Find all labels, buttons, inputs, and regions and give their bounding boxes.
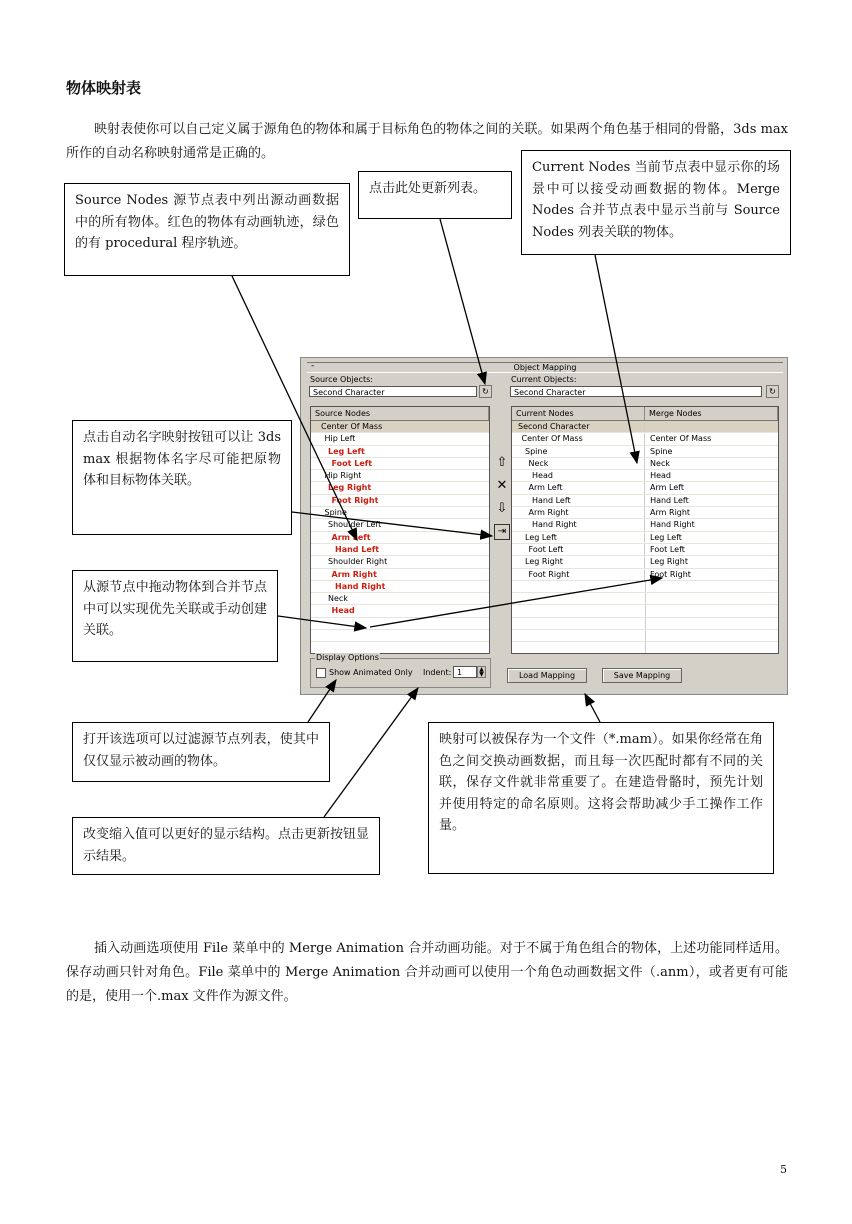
callout-indent: 改变缩入值可以更好的显示结构。点击更新按钮显示结果。 <box>72 817 380 875</box>
arrow-current-nodes <box>595 255 637 463</box>
source-node-name: Arm Left <box>331 532 371 542</box>
merge-node-name: Spine <box>650 446 673 456</box>
current-node-name: Leg Right <box>512 556 645 567</box>
arrow-filter <box>308 680 336 722</box>
source-node-name: Shoulder Left <box>328 520 382 530</box>
arrow-drag-to-merge <box>370 578 662 627</box>
source-node-name: Neck <box>328 594 348 604</box>
merge-node-name: Leg Left <box>650 532 682 542</box>
current-node-name: Arm Left <box>512 482 645 493</box>
source-node-name: Leg Right <box>328 483 372 493</box>
merge-node-name: Arm Right <box>650 508 691 518</box>
current-node-name: Spine <box>512 446 645 457</box>
arrow-drag <box>278 616 366 628</box>
outro-paragraph: 插入动画选项使用 File 菜单中的 Merge Animation 合并动画功能。对于不属于角色组合的物体，上述功能同样适用。保存动画只针对角色。File 菜单中的 Merge Animation 合并动画可以使用一个角色动画数据文件（.anm），或者更有可能的是，使用一个.max 文件作为源文件。 <box>66 941 788 1004</box>
current-nodes-column[interactable]: Current Nodes <box>512 407 645 420</box>
current-objects-label: Current Objects: <box>511 375 577 384</box>
refresh-icon: ↻ <box>769 387 776 396</box>
source-objects-label: Source Objects: <box>310 375 373 384</box>
current-node-name: Hand Left <box>512 495 645 506</box>
move-down-icon[interactable]: ⇩ <box>496 501 508 516</box>
merge-node-name: Head <box>650 471 671 481</box>
source-nodes-column[interactable]: Source Nodes <box>311 407 489 420</box>
current-objects-field[interactable]: Second Character <box>510 386 762 397</box>
delete-mapping-icon[interactable]: ✕ <box>496 478 508 493</box>
current-node-name: Foot Left <box>512 544 645 555</box>
merge-nodes-column[interactable]: Merge Nodes <box>645 407 778 420</box>
source-node-name: Leg Left <box>328 446 365 456</box>
current-node-name: Neck <box>512 458 645 469</box>
show-animated-only-label: Show Animated Only <box>329 668 413 677</box>
source-node-name: Arm Right <box>331 569 377 579</box>
source-node-name: Foot Right <box>331 495 379 505</box>
spinner-arrows-icon: ▲ ▼ <box>479 666 484 678</box>
move-up-icon[interactable]: ⇧ <box>496 455 508 470</box>
intro-paragraph: 映射表使你可以自己定义属于源角色的物体和属于目标角色的物体之间的关联。如果两个角色基于相同的骨骼，3ds max所作的自动名称映射通常是正确的。 <box>66 122 788 161</box>
source-node-name: Hip Left <box>324 434 356 444</box>
display-options-label: Display Options <box>316 653 379 662</box>
callout-drag: 从源节点中拖动物体到合并节点中可以实现优先关联或手动创建关联。 <box>72 570 278 662</box>
source-node-name: Spine <box>324 508 347 518</box>
merge-node-name: Foot Left <box>650 544 685 554</box>
current-node-name: Leg Left <box>512 532 645 543</box>
callout-filter: 打开该选项可以过滤源节点列表，使其中仅仅显示被动画的物体。 <box>72 722 330 782</box>
merge-node-name: Foot Right <box>650 569 691 579</box>
load-mapping-button[interactable]: Load Mapping <box>507 668 587 683</box>
page-title: 物体映射表 <box>66 79 142 97</box>
arrow-indent <box>324 688 418 817</box>
merge-node-name: Leg Right <box>650 557 688 567</box>
current-node-name: Foot Right <box>512 569 645 580</box>
callout-save: 映射可以被保存为一个文件（*.mam）。如果你经常在角色之间交换动画数据，而且每一次匹配时都有不同的关联，保存文件就非常重要了。在建造骨骼时，预先计划并使用特定的命名原则。这将会帮助减少手工操作工作量。 <box>428 722 774 874</box>
merge-node-name: Hand Left <box>650 495 689 505</box>
callout-auto-map: 点击自动名字映射按钮可以让 3ds max 根据物体名字尽可能把原物体和目标物体关联。 <box>72 420 292 535</box>
arrow-source-nodes <box>232 276 357 540</box>
current-node-name: Second Character <box>512 421 645 432</box>
indent-field[interactable]: 1 <box>453 666 477 678</box>
refresh-icon: ↻ <box>482 387 489 396</box>
source-objects-field[interactable]: Second Character <box>309 386 477 397</box>
page-number: 5 <box>780 1163 787 1176</box>
source-node-name: Head <box>331 606 355 616</box>
current-node-name: Center Of Mass <box>512 433 645 444</box>
merge-node-name: Neck <box>650 458 670 468</box>
source-node-name: Foot Left <box>331 458 373 468</box>
callout-source-nodes: Source Nodes 源节点表中列出源动画数据中的所有物体。红色的物体有动画轨迹，绿色的有 procedural 程序轨迹。 <box>64 183 350 276</box>
source-node-name: Shoulder Right <box>328 557 388 567</box>
source-node-name: Hand Left <box>335 544 380 554</box>
current-node-name: Arm Right <box>512 507 645 518</box>
merge-node-name: Arm Left <box>650 483 685 493</box>
current-node-name: Head <box>512 470 645 481</box>
merge-node-name: Center Of Mass <box>650 434 712 444</box>
callout-refresh: 点击此处更新列表。 <box>358 171 512 219</box>
callout-current-nodes: Current Nodes 当前节点表中显示你的场景中可以接受动画数据的物体。Merge Nodes 合并节点表中显示当前与 Source Nodes 列表关联的物体。 <box>521 150 791 255</box>
source-node-name: Hip Right <box>324 471 362 481</box>
dialog-title: Object Mapping <box>510 363 581 372</box>
collapse-button[interactable]: - <box>311 361 315 371</box>
merge-node-name: Hand Right <box>650 520 695 530</box>
save-mapping-button[interactable]: Save Mapping <box>602 668 682 683</box>
arrow-save <box>585 694 600 722</box>
current-node-name: Hand Right <box>512 519 645 530</box>
arrow-refresh <box>440 219 485 384</box>
source-node-name: Hand Right <box>335 581 386 591</box>
indent-label: Indent: <box>423 668 452 677</box>
arrow-auto-map <box>292 512 492 536</box>
source-node-name: Center Of Mass <box>321 422 383 431</box>
auto-name-map-icon[interactable]: ⇥ <box>494 524 510 540</box>
